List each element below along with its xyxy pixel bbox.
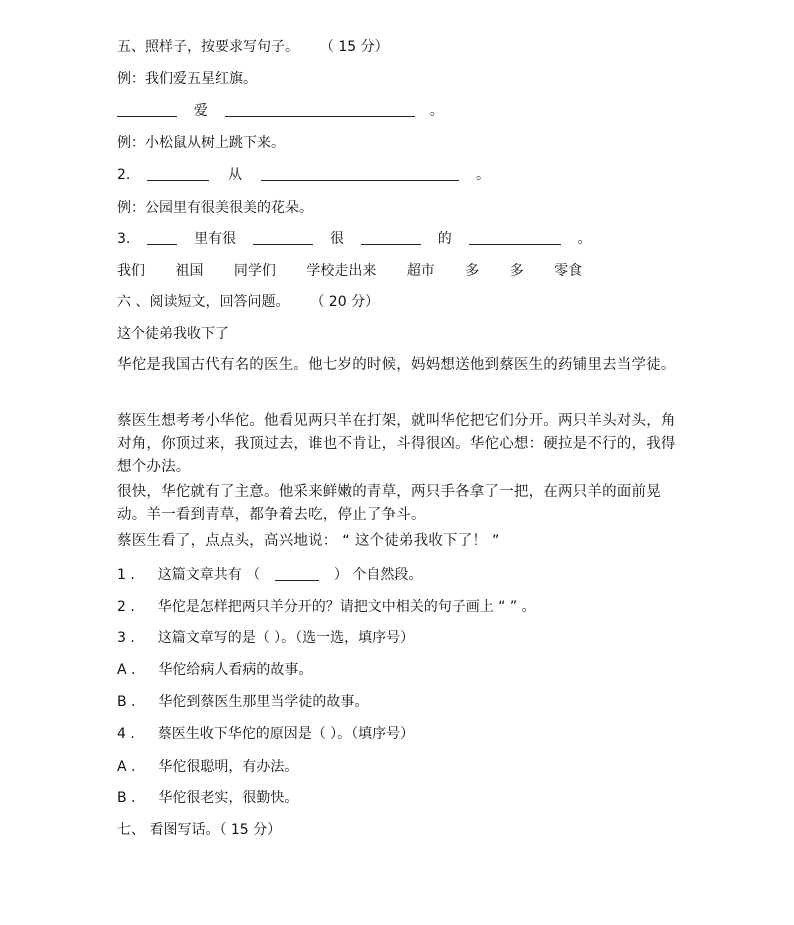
example-1: 例：我们爱五星红旗。 <box>117 71 257 87</box>
option-text: 华佗到蔡医生那里当学徒的故事。 <box>158 694 369 710</box>
example-2: 例：小松鼠从树上跳下来。 <box>117 135 285 151</box>
answer-blank[interactable] <box>261 166 459 181</box>
question-1 <box>117 565 422 585</box>
section7-title: 七、 看图写话。（ 15 分） <box>117 822 282 838</box>
fill-word: 爱 <box>193 103 208 119</box>
option-text: 华佗给病人看病的故事。 <box>158 662 313 678</box>
fill-line-2 <box>117 165 490 185</box>
question-4 <box>117 724 414 744</box>
fill-line-1 <box>117 101 444 121</box>
article-paragraph: 蔡医生看了，点点头，高兴地说： “ 这个徒弟我收下了！ ” <box>117 533 500 549</box>
answer-blank[interactable] <box>275 566 319 581</box>
answer-blank[interactable] <box>469 230 561 245</box>
option-label: A . <box>117 662 136 678</box>
option-text: 华佗很聪明，有办法。 <box>158 759 299 775</box>
word-bank-item: 我们 <box>117 263 145 279</box>
answer-blank[interactable] <box>147 230 177 245</box>
question-text: 蔡医生收下华佗的原因是（ ）。（填序号） <box>157 726 415 742</box>
word-bank-item: 超市 <box>406 263 435 279</box>
fill-word: 从 <box>228 167 243 183</box>
question-number: 3. <box>117 231 131 247</box>
fill-word: 很 <box>329 231 344 247</box>
word-bank-item: 祖国 <box>175 263 204 279</box>
answer-blank[interactable] <box>147 166 209 181</box>
answer-blank[interactable] <box>361 230 421 245</box>
fill-end: 。 <box>475 167 490 183</box>
article-paragraph: 蔡医生想考考小华佗。他看见两只羊在打架，就叫华佗把它们分开。两只羊头对头，角对角，你顶过来，我顶过去，谁也不肯让，斗得很凶。华佗心想：硬拉是不行的，我得想个办法。 <box>117 413 676 475</box>
article-paragraph: 很快，华佗就有了主意。他采来鲜嫩的青草，两只手各拿了一把，在两只羊的面前晃动。羊一看到青草，都争着去吃，停止了争斗。 <box>117 484 661 523</box>
section5-title: 五、照样子，按要求写句子。 <box>117 39 299 55</box>
word-bank-item: 多 <box>465 263 480 279</box>
question-text: 这篇文章写的是（ ）。（选一选，填序号） <box>157 630 415 646</box>
section6-heading <box>117 292 379 312</box>
section5-score: （ 15 分） <box>319 39 389 55</box>
question-number: 4 . <box>117 726 135 742</box>
article-title: 这个徒弟我收下了 <box>117 326 229 342</box>
question-text: ） 个自然段。 <box>333 567 423 583</box>
section5-heading <box>117 37 389 57</box>
fill-word: 的 <box>437 231 452 247</box>
option-a <box>117 660 312 680</box>
question-number: 2 . <box>117 599 135 615</box>
option-text: 华佗很老实，很勤快。 <box>158 790 299 806</box>
fill-line-3 <box>117 229 592 249</box>
option-b <box>117 692 368 712</box>
option-b <box>117 788 298 808</box>
question-text: 这篇文章共有 （ <box>157 567 261 583</box>
option-label: B . <box>117 694 136 710</box>
option-label: B . <box>117 790 136 806</box>
question-text: 华佗是怎样把两只羊分开的？请把文中相关的句子画上 “ ” 。 <box>157 599 536 615</box>
fill-word: 里有很 <box>194 231 237 247</box>
fill-end: 。 <box>577 231 592 247</box>
example-3: 例：公园里有很美很美的花朵。 <box>117 200 313 216</box>
word-bank <box>117 261 608 281</box>
question-number: 1 . <box>117 567 135 583</box>
article-paragraph: 华佗是我国古代有名的医生。他七岁的时候，妈妈想送他到蔡医生的药铺里去当学徒。 <box>117 357 676 373</box>
answer-blank[interactable] <box>225 102 415 117</box>
fill-end: 。 <box>429 103 444 119</box>
answer-blank[interactable] <box>117 102 177 117</box>
answer-blank[interactable] <box>253 230 313 245</box>
option-a <box>117 757 298 777</box>
word-bank-item: 零食 <box>554 263 583 279</box>
section6-score: （ 20 分） <box>310 294 380 310</box>
question-2 <box>117 597 536 617</box>
word-bank-item: 多 <box>509 263 524 279</box>
section6-title: 六 、阅读短文，回答问题。 <box>117 294 290 310</box>
question-number: 2. <box>117 167 131 183</box>
question-number: 3 . <box>117 630 135 646</box>
question-3 <box>117 628 414 648</box>
option-label: A . <box>117 759 136 775</box>
word-bank-item: 学校走出来 <box>306 263 377 279</box>
word-bank-item: 同学们 <box>233 263 276 279</box>
